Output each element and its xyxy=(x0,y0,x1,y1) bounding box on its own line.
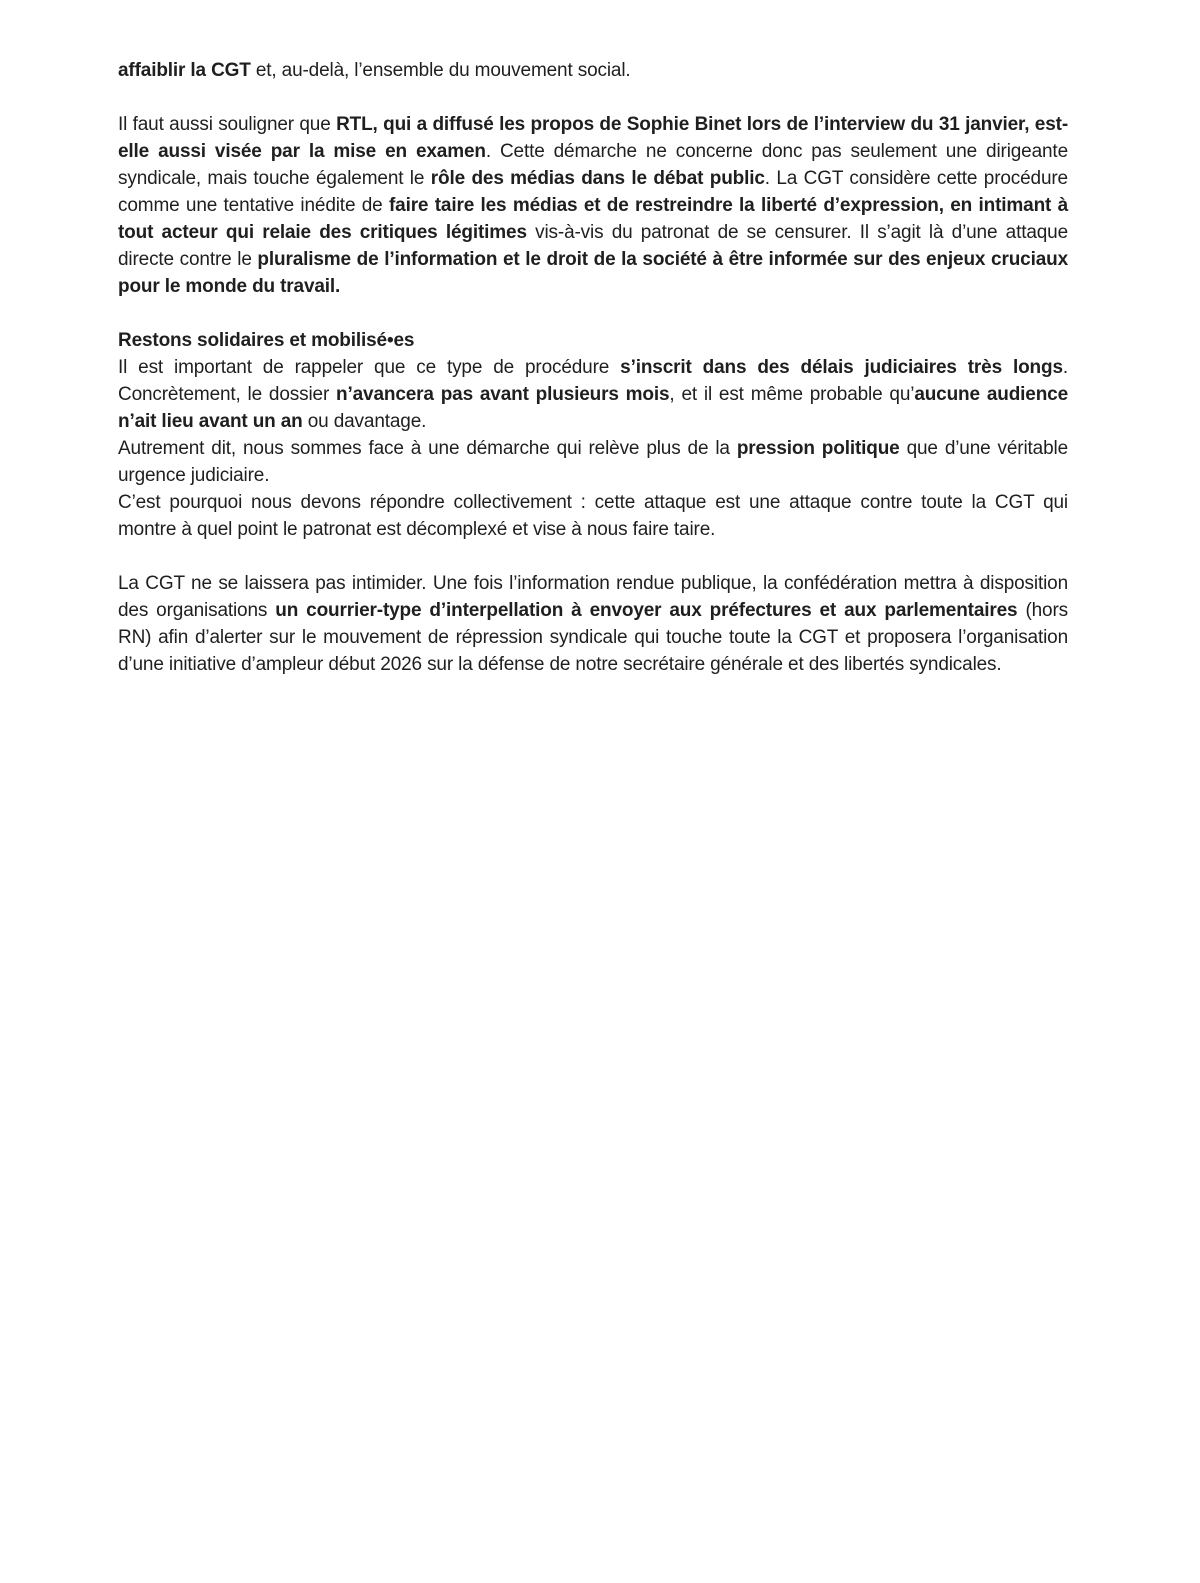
text-run: aucune audience n’ait lieu avant un an xyxy=(118,384,1068,432)
text-run: (hors RN) afin d’alerter sur le mouvement de répression syndicale qui touche toute la CGT et proposera l’organisation d’une initiative d’ampleur début 2026 sur la défense de notre secrétaire générale et des libertés syndicales. xyxy=(118,600,1069,675)
paragraph-collective xyxy=(118,489,1068,543)
text-run: un courrier-type d’interpellation à envoyer aux préfectures et aux parlementaires xyxy=(275,600,1018,621)
text-run: . Concrètement, le dossier xyxy=(118,357,1069,405)
paragraph-intro xyxy=(118,57,1068,84)
text-run: ou davantage. xyxy=(302,411,427,432)
section-heading: Restons solidaires et mobilisé•es xyxy=(118,330,415,351)
text-run: affaiblir la CGT xyxy=(118,60,251,81)
text-run: RTL, qui a diffusé les propos de Sophie Binet lors de l’interview du 31 janvier, est-elle aussi visée par la mise en examen xyxy=(118,114,1068,162)
text-run: faire taire les médias et de restreindre la liberté d’expression, en intimant à tout acteur qui relaie des critiques légitimes xyxy=(118,195,1069,243)
text-run: n’avancera pas avant plusieurs mois xyxy=(336,384,670,405)
text-run: Il faut aussi souligner que xyxy=(118,114,337,135)
text-run: rôle des médias dans le débat public xyxy=(430,168,765,189)
paragraph-closing xyxy=(118,570,1068,678)
text-run: s’inscrit dans des délais judiciaires très longs xyxy=(620,357,1063,378)
text-run: pression politique xyxy=(736,438,900,459)
paragraph-delays xyxy=(118,354,1068,435)
text-run: pluralisme de l’information et le droit de la société à être informée sur des enjeux cruciaux pour le monde du travail. xyxy=(118,249,1068,297)
text-run: . Cette démarche ne concerne donc pas seulement une dirigeante syndicale, mais touche également le xyxy=(118,141,1068,189)
text-run: . La CGT considère cette procédure comme une tentative inédite de xyxy=(118,168,1068,216)
text-run: , et il est même probable qu’ xyxy=(669,384,915,405)
text-run: Autrement dit, nous sommes face à une démarche qui relève plus de la xyxy=(118,438,737,459)
paragraph-pressure xyxy=(118,435,1068,489)
text-run: C’est pourquoi nous devons répondre collectivement : cette attaque est une attaque contre toute la CGT qui montre à quel point le patronat est décomplexé et vise à nous faire taire. xyxy=(118,492,1068,540)
text-run: et, au-delà, l’ensemble du mouvement social. xyxy=(250,60,631,81)
text-run: Il est important de rappeler que ce type de procédure xyxy=(118,357,621,378)
text-run: La CGT ne se laissera pas intimider. Une fois l’information rendue publique, la confédération mettra à disposition des organisations xyxy=(118,573,1068,621)
text-run: vis-à-vis du patronat de se censurer. Il s’agit là d’une attaque directe contre le xyxy=(118,222,1068,270)
text-run: que d’une véritable urgence judiciaire. xyxy=(118,438,1068,486)
paragraph-media xyxy=(118,111,1068,300)
